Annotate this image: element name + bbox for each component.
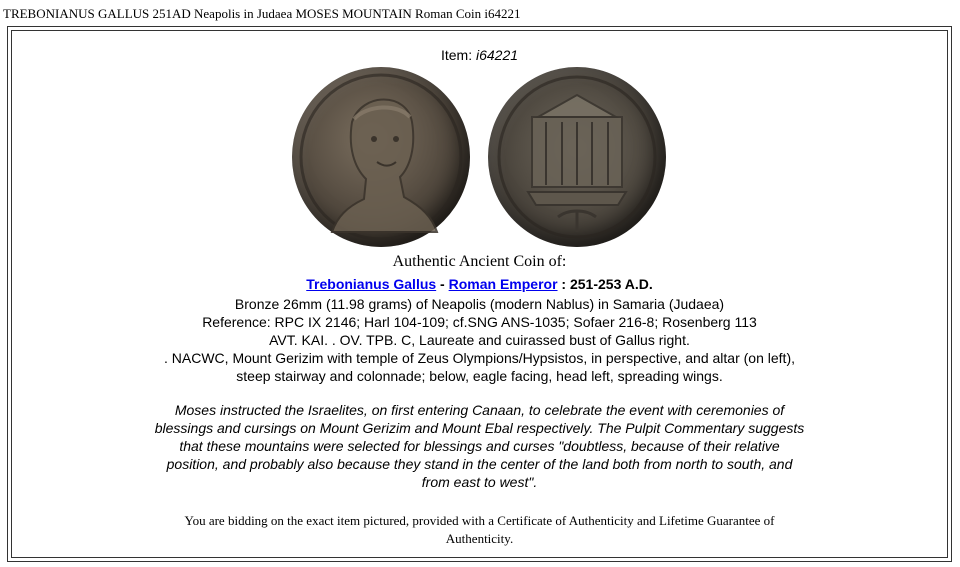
coin-reverse-image[interactable] xyxy=(488,67,666,247)
page-title: TREBONIANUS GALLUS 251AD Neapolis in Judaea MOSES MOUNTAIN Roman Coin i64221 xyxy=(3,6,521,21)
coin-obverse-image[interactable] xyxy=(292,67,470,247)
ruler-line xyxy=(12,276,947,292)
historical-quote: Moses instructed the Israelites, on first entering Canaan, to celebrate the event with ceremonies of blessings and cursings on Mount Gerizim and Mount Ebal respectively. The Pulpit Commentary suggests that these mountains were selected for blessings and curses "doubtless, because of their relative position, and probably also because they stand in the center of the land both from north to south, and from east to west". xyxy=(154,402,805,490)
reign-dates: : 251-253 A.D. xyxy=(557,276,653,292)
coin-obverse-bust-icon xyxy=(292,67,470,247)
listing-inner-frame xyxy=(11,30,948,558)
coin-reverse-temple-mountain-icon xyxy=(488,67,666,247)
description-reference: Reference: RPC IX 2146; Harl 104-109; cf.SNG ANS-1035; Sofaer 216-8; Rosenberg 113 xyxy=(202,314,757,330)
role-link[interactable]: Roman Emperor xyxy=(448,276,558,292)
description-obverse: AVT. KAI. . OV. TPB. C, Laureate and cuirassed bust of Gallus right. xyxy=(269,332,690,348)
description-reverse: . NACWC, Mount Gerizim with temple of Zeus Olympions/Hypsistos, in perspective, and altar (on left), steep stairway and colonnade; below, eagle facing, head left, spreading wings. xyxy=(164,350,795,384)
item-id xyxy=(12,47,947,63)
authentic-coin-heading: Authentic Ancient Coin of: xyxy=(392,253,567,270)
listing-frame xyxy=(7,26,952,562)
ruler-separator: - xyxy=(436,276,449,292)
item-id-label: Item: xyxy=(440,47,473,63)
ruler-link[interactable]: Trebonianus Gallus xyxy=(306,276,437,292)
authenticity-guarantee: You are bidding on the exact item pictured, provided with a Certificate of Authenticity and Lifetime Guarantee of Authenticity. xyxy=(184,513,775,546)
item-id-value: i64221 xyxy=(475,47,519,63)
description-material: Bronze 26mm (11.98 grams) of Neapolis (modern Nablus) in Samaria (Judaea) xyxy=(234,296,725,312)
